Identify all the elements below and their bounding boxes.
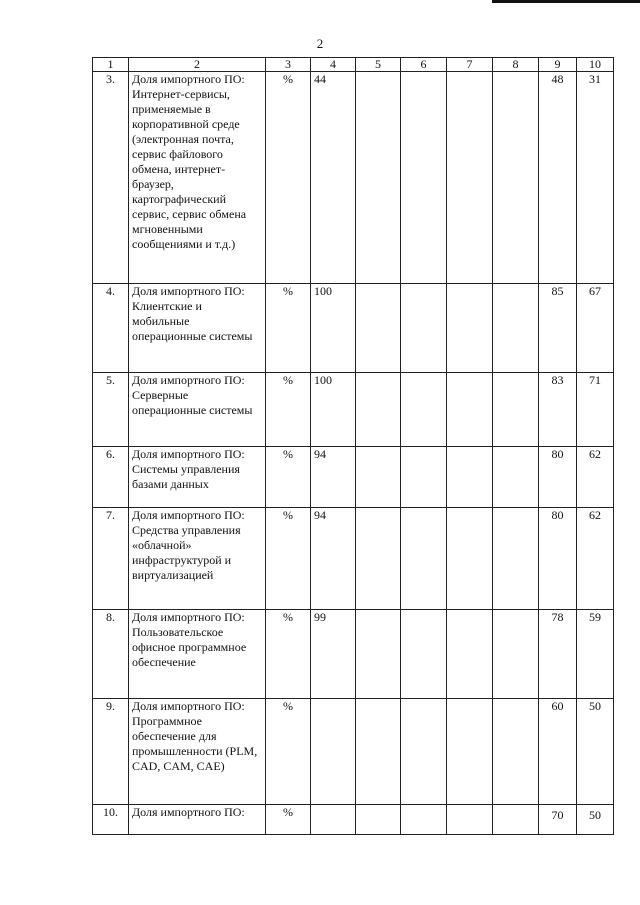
table-row [93,699,614,805]
row-col6 [401,72,447,284]
row-col6 [401,805,447,835]
page-number: 2 [316,36,324,51]
row-col4 [311,699,356,805]
row-col5 [356,610,401,699]
row-col9: 78 [539,610,577,699]
col-header: 3 [266,58,311,72]
row-col9: 48 [539,72,577,284]
row-col8 [493,447,539,508]
row-unit: % [266,610,311,699]
row-description: Доля импортного ПО: Клиентские и мобильные операционные системы [129,284,266,373]
row-col10: 62 [577,508,614,610]
row-col7 [447,373,493,447]
row-col8 [493,508,539,610]
row-col9: 60 [539,699,577,805]
row-col6 [401,447,447,508]
row-col5 [356,699,401,805]
table-row [93,805,614,835]
table-row [93,284,614,373]
indicators-table [92,57,614,835]
row-col10: 67 [577,284,614,373]
row-col4: 94 [311,508,356,610]
row-number: 7. [93,508,129,610]
row-col10: 71 [577,373,614,447]
row-col7 [447,447,493,508]
row-col8 [493,610,539,699]
row-col10: 50 [577,805,614,835]
row-col5 [356,284,401,373]
row-unit: % [266,699,311,805]
row-unit: % [266,373,311,447]
header-row [93,58,614,72]
row-description: Доля импортного ПО: Интернет-сервисы, применяемые в корпоративной среде (электронная почта, сервис файлового обмена, интернет-браузер, картографический сервис, сервис обмена мгновенными сообщениями и т.д.) [129,72,266,284]
col-header: 1 [93,58,129,72]
table-row [93,373,614,447]
row-col5 [356,508,401,610]
row-col4 [311,805,356,835]
row-col8 [493,284,539,373]
row-col7 [447,699,493,805]
row-col6 [401,610,447,699]
top-rule [492,0,640,3]
row-col9: 83 [539,373,577,447]
row-col4: 94 [311,447,356,508]
col-header: 6 [401,58,447,72]
col-header: 8 [493,58,539,72]
row-col5 [356,72,401,284]
row-col10: 62 [577,447,614,508]
row-col4: 100 [311,284,356,373]
table-row [93,508,614,610]
row-description: Доля импортного ПО: Системы управления базами данных [129,447,266,508]
row-col7 [447,72,493,284]
row-col6 [401,699,447,805]
row-unit: % [266,284,311,373]
table-row [93,610,614,699]
row-col10: 59 [577,610,614,699]
row-number: 3. [93,72,129,284]
row-description: Доля импортного ПО: Программное обеспечение для промышленности (PLM, CAD, CAM, CAE) [129,699,266,805]
row-col7 [447,508,493,610]
row-number: 9. [93,699,129,805]
row-description: Доля импортного ПО: Средства управления «облачной» инфраструктурой и виртуализацией [129,508,266,610]
col-header: 7 [447,58,493,72]
row-unit: % [266,447,311,508]
row-number: 8. [93,610,129,699]
row-col5 [356,447,401,508]
row-description: Доля импортного ПО: Серверные операционные системы [129,373,266,447]
row-col6 [401,284,447,373]
row-col9: 70 [539,805,577,835]
row-col9: 80 [539,508,577,610]
row-number: 6. [93,447,129,508]
row-col6 [401,373,447,447]
col-header: 9 [539,58,577,72]
row-col8 [493,699,539,805]
row-unit: % [266,72,311,284]
row-description: Доля импортного ПО: Пользовательское офисное программное обеспечение [129,610,266,699]
row-number: 4. [93,284,129,373]
col-header: 10 [577,58,614,72]
row-number: 10. [93,805,129,835]
row-col10: 50 [577,699,614,805]
table-row [93,72,614,284]
table-row [93,447,614,508]
row-col4: 99 [311,610,356,699]
row-description: Доля импортного ПО: [129,805,266,835]
row-col4: 44 [311,72,356,284]
row-col4: 100 [311,373,356,447]
col-header: 2 [129,58,266,72]
row-col6 [401,508,447,610]
row-col7 [447,284,493,373]
row-col8 [493,805,539,835]
row-col10: 31 [577,72,614,284]
row-col7 [447,610,493,699]
row-col9: 85 [539,284,577,373]
col-header: 4 [311,58,356,72]
col-header: 5 [356,58,401,72]
row-col8 [493,72,539,284]
row-col7 [447,805,493,835]
row-col9: 80 [539,447,577,508]
row-unit: % [266,805,311,835]
row-number: 5. [93,373,129,447]
row-col5 [356,373,401,447]
row-col5 [356,805,401,835]
row-col8 [493,373,539,447]
row-unit: % [266,508,311,610]
